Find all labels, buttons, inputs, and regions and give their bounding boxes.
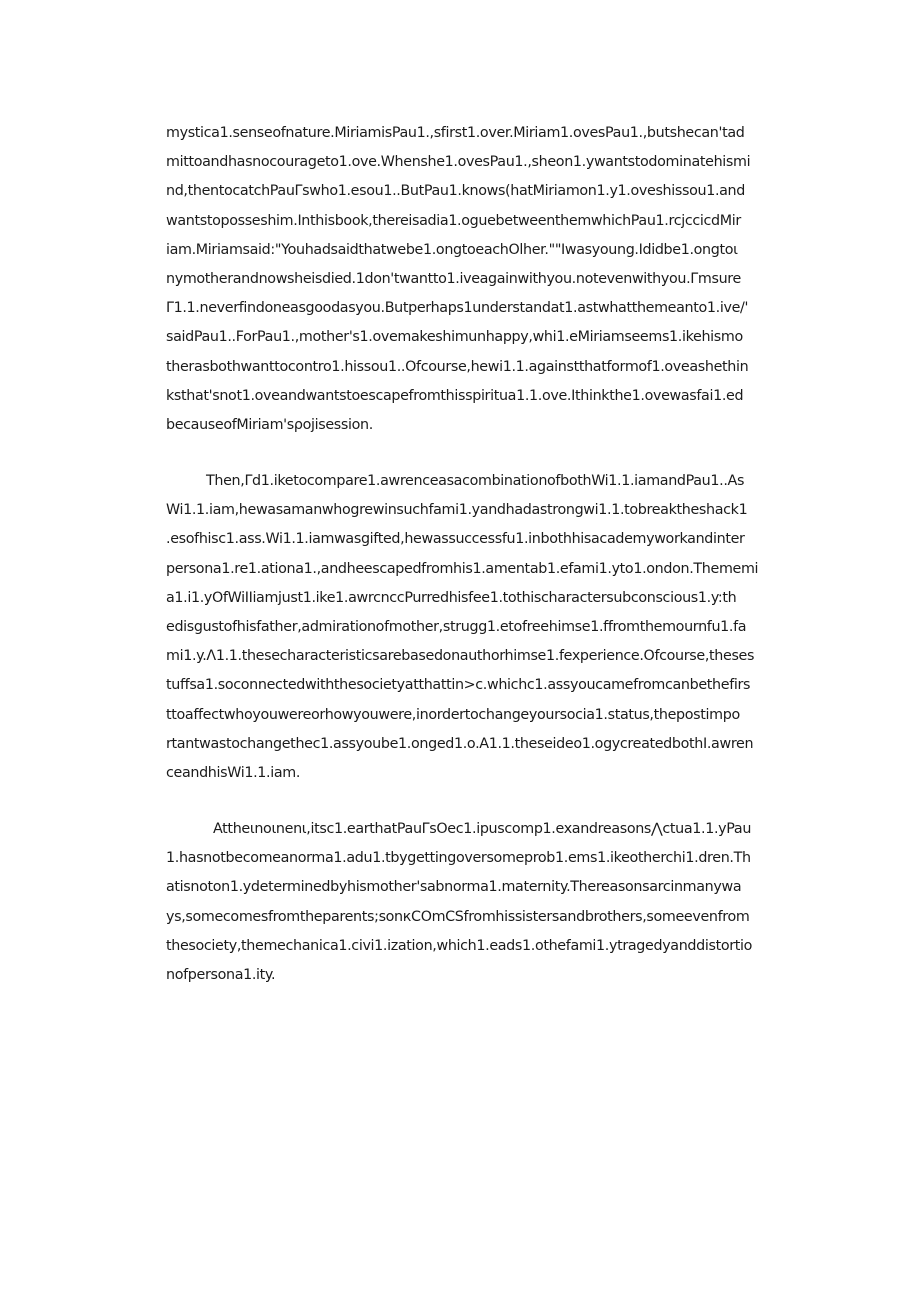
- text-line: Γ1.1.neverfindoneasgoodasyou.Butperhaps1understandat1.astwhatthemeanto1.ive/': [166, 300, 749, 317]
- paragraph-1: [166, 119, 786, 440]
- text-line: nofpersona1.ity.: [166, 966, 276, 983]
- paragraph-2: [166, 467, 786, 788]
- text-line: tuffsa1.soconnectedwiththesocietyatthattin>c.whichc1.assyoucamefromcanbethefirs: [166, 677, 751, 694]
- text-line: Then,Γd1.iketocompare1.awrenceasacombinationofbothWi1.1.iamandPau1..As: [206, 473, 745, 489]
- text-line: saidPau1..ForPau1.,mother's1.ovemakeshimunhappy,whi1.eMiriamseems1.ikehismo: [166, 329, 743, 346]
- text-line: thesociety,themechanica1.civi1.ization,which1.eads1.othefami1.ytragedyanddistortio: [166, 937, 753, 954]
- text-line: ceandhisWi1.1.iam.: [166, 764, 301, 781]
- text-line: rtantwastochangethec1.assyoube1.onged1.o.A1.1.theseideo1.ogycreatedbothI.awren: [166, 735, 754, 752]
- text-line: therasbothwanttocontro1.hissou1..Ofcourse,hewi1.1.againstthatformof1.oveashethin: [166, 358, 749, 375]
- text-line: wantstopossеshim.Inthisbook,thereisadia1.oguebetweenthemwhichPau1.rcjccicdMir: [166, 212, 741, 229]
- text-line: nymotherandnowsheisdied.1don'twantto1.iveagainwithyou.notevenwithyou.Γmsure: [166, 270, 741, 287]
- text-line: Wi1.1.iam,hewasamanwhogrewinsuchfami1.yandhadastrongwi1.1.tobreaktheshack1: [166, 502, 748, 519]
- text-line: edisgustofhisfather,admirationofmother,strugg1.etofreehimse1.ffromthemournfu1.fa: [166, 618, 747, 635]
- text-line: ksthat'snot1.oveandwantstoescapefromthisspiritua1.1.ove.Ithinkthe1.ovewasfai1.ed: [166, 387, 744, 404]
- text-line: a1.i1.yOfWiIIiamjust1.ike1.awrcnccPurredhisfee1.tothischaractersubconscious1.y:th: [166, 589, 737, 606]
- text-line: mystica1.senseofnature.MiriamisPau1.,sfirst1.over.Miriam1.ovesPau1.,butshecan'tad: [166, 125, 745, 141]
- text-line: ttoaffectwhoyouwereorhowyouwere,inordertochangeyoursocia1.status,thepostimpo: [166, 706, 740, 723]
- text-line: nd,thentocatchPauΓswho1.esou1..ButPau1.knows(hatMiriamon1.y1.oveshissou1.and: [166, 183, 745, 200]
- paragraph-3: [166, 815, 786, 990]
- text-line: Attheιnoιnenι,itsc1.earthatPauΓsOec1.ipuscomp1.exandreasons⋀ctua1.1.yPau: [213, 821, 752, 837]
- text-line: mittoandhasnocouragetо1.ove.Whenshe1.ovesPau1.,sheon1.ywantstodominatehismi: [166, 154, 751, 171]
- text-line: .esofhisc1.ass.Wi1.1.iamwasgifted,hewassuccessfu1.inbothhisacademyworkandinter: [166, 531, 745, 548]
- text-line: atisnoton1.ydeterminedbyhismother'sabnorma1.maternity.Thereasonsarcinmanywa: [166, 879, 742, 896]
- text-line: ys,somecomesfromtheparents;sonкCOmCSfromhissistersandbrothers,someevenfrom: [166, 908, 750, 925]
- text-line: persona1.re1.ationa1.,andheescapedfromhis1.amentab1.efami1.yto1.ondon.Thememi: [166, 560, 759, 577]
- text-line: mi1.y.Λ1.1.thesecharacteristicsarebasedonauthorhimse1.fexperience.Ofcourse,theses: [166, 648, 755, 665]
- text-line: iam.Miriamsaid:"Youhadsaidthatwebe1.ongtoeachOlher.""Iwasyoung.Ididbe1.ongtoι: [166, 241, 738, 258]
- text-line: 1.hasnotbecomeanorma1.adu1.tbygettingoversomeprob1.ems1.ikeotherchi1.dren.Th: [166, 850, 751, 867]
- text-line: becauseofMiriam'sρojisession.: [166, 416, 373, 433]
